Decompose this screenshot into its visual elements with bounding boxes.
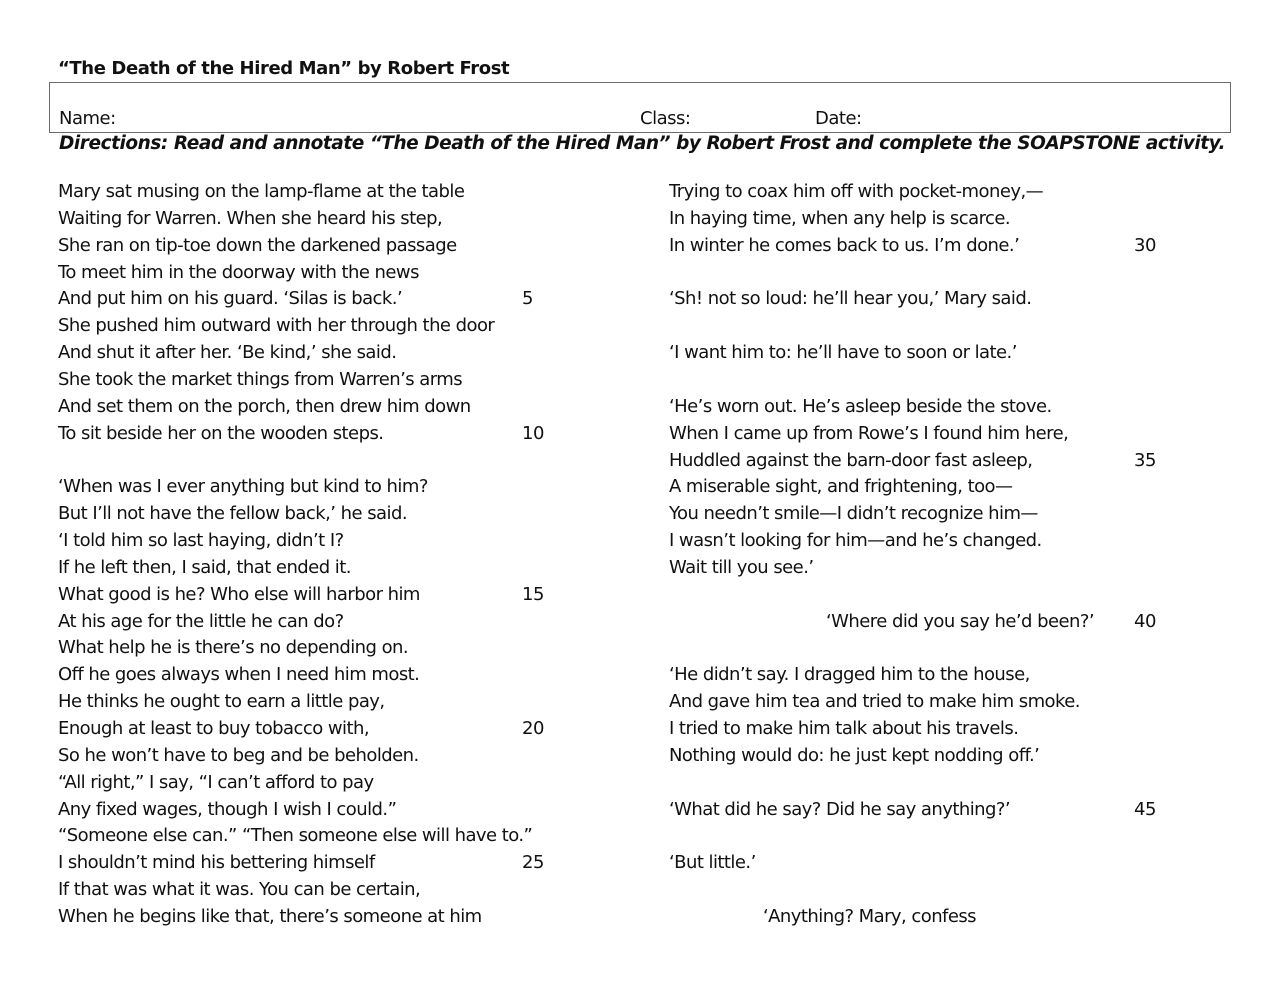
poem-line: ‘I told him so last haying, didn’t I? — [58, 530, 344, 551]
poem-line: When he begins like that, there’s someone at him — [58, 906, 482, 927]
poem-line: Wait till you see.’ — [669, 557, 814, 578]
poem-line: ‘When was I ever anything but kind to him? — [58, 476, 428, 497]
name-label: Name: — [59, 108, 116, 129]
poem-line: If he left then, I said, that ended it. — [58, 557, 351, 578]
poem-line: Trying to coax him off with pocket-money,— — [669, 181, 1044, 202]
poem-line: Enough at least to buy tobacco with, — [58, 718, 369, 739]
poem-line: And shut it after her. ‘Be kind,’ she said. — [58, 342, 397, 363]
poem-line: What good is he? Who else will harbor him — [58, 584, 420, 605]
poem-line: When I came up from Rowe’s I found him here, — [669, 423, 1069, 444]
poem-line: Any fixed wages, though I wish I could.” — [58, 799, 397, 820]
poem-line: ‘He didn’t say. I dragged him to the house, — [669, 664, 1030, 685]
directions-text: Directions: Read and annotate “The Death of the Hired Man” by Robert Frost and complete the SOAPSTONE activity. — [59, 133, 1226, 154]
poem-line: I tried to make him talk about his travels. — [669, 718, 1019, 739]
poem-line: ‘Sh! not so loud: he’ll hear you,’ Mary said. — [669, 288, 1032, 309]
poem-line: Huddled against the barn-door fast asleep, — [669, 450, 1033, 471]
poem-line: A miserable sight, and frightening, too— — [669, 476, 1013, 497]
poem-line: Mary sat musing on the lamp-flame at the table — [58, 181, 465, 202]
poem-line: “All right,” I say, “I can’t afford to pay — [58, 772, 374, 793]
line-number: 45 — [1134, 799, 1156, 820]
poem-line: She took the market things from Warren’s arms — [58, 369, 463, 390]
line-number: 5 — [522, 288, 533, 309]
poem-line: To sit beside her on the wooden steps. — [58, 423, 384, 444]
poem-line: He thinks he ought to earn a little pay, — [58, 691, 385, 712]
line-number: 25 — [522, 852, 544, 873]
poem-line: You needn’t smile—I didn’t recognize him— — [669, 503, 1038, 524]
poem-line: But I’ll not have the fellow back,’ he said. — [58, 503, 408, 524]
poem-line: Off he goes always when I need him most. — [58, 664, 420, 685]
poem-line: “Someone else can.” “Then someone else will have to.” — [58, 825, 533, 846]
poem-line: In haying time, when any help is scarce. — [669, 208, 1011, 229]
line-number: 20 — [522, 718, 544, 739]
poem-line: ‘I want him to: he’ll have to soon or late.’ — [669, 342, 1017, 363]
line-number: 40 — [1134, 611, 1156, 632]
poem-line: She pushed him outward with her through the door — [58, 315, 495, 336]
poem-line: ‘But little.’ — [669, 852, 756, 873]
poem-line: I wasn’t looking for him—and he’s changed. — [669, 530, 1042, 551]
line-number: 10 — [522, 423, 544, 444]
poem-line: So he won’t have to beg and be beholden. — [58, 745, 419, 766]
class-label: Class: — [640, 108, 691, 129]
poem-line: She ran on tip-toe down the darkened passage — [58, 235, 457, 256]
poem-line: If that was what it was. You can be certain, — [58, 879, 421, 900]
poem-line: At his age for the little he can do? — [58, 611, 344, 632]
poem-line: Nothing would do: he just kept nodding off.’ — [669, 745, 1040, 766]
poem-line: ‘Where did you say he’d been?’ — [826, 611, 1095, 632]
poem-line: And set them on the porch, then drew him down — [58, 396, 471, 417]
document-title: “The Death of the Hired Man” by Robert Frost — [58, 58, 510, 79]
poem-line: In winter he comes back to us. I’m done.’ — [669, 235, 1020, 256]
poem-line: What help he is there’s no depending on. — [58, 637, 409, 658]
poem-line: ‘He’s worn out. He’s asleep beside the stove. — [669, 396, 1052, 417]
line-number: 30 — [1134, 235, 1156, 256]
poem-line: And gave him tea and tried to make him smoke. — [669, 691, 1080, 712]
poem-line: ‘Anything? Mary, confess — [763, 906, 977, 927]
poem-line: To meet him in the doorway with the news — [58, 262, 419, 283]
date-label: Date: — [815, 108, 862, 129]
poem-line: I shouldn’t mind his bettering himself — [58, 852, 375, 873]
poem-line: ‘What did he say? Did he say anything?’ — [669, 799, 1011, 820]
poem-line: And put him on his guard. ‘Silas is back.’ — [58, 288, 403, 309]
poem-line: Waiting for Warren. When she heard his step, — [58, 208, 443, 229]
line-number: 15 — [522, 584, 544, 605]
line-number: 35 — [1134, 450, 1156, 471]
